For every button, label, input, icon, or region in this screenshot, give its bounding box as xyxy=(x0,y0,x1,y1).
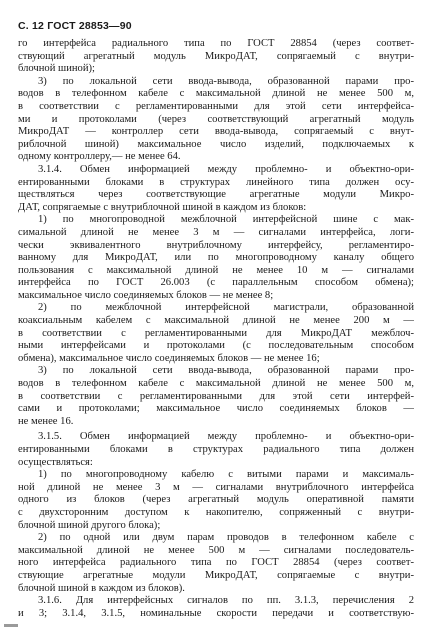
text-line: МикроДАТ — контроллер сети ввода-вывода, сопрягаемый с внут- xyxy=(18,126,414,138)
text-line: не менее 16. xyxy=(18,415,74,427)
page-header: С. 12 ГОСТ 28853—90 xyxy=(18,20,132,32)
text-line: ДАТ, сопрягаемые с внутриблочной шиной в каждом из блоков: xyxy=(18,201,307,213)
text-line: 2) по межблочной интерфейсной магистрали, образованной xyxy=(38,302,414,314)
text-line: ствующие агрегатные модули МикроДАТ, сопрягаемые с внутри- xyxy=(18,569,414,581)
text-line: 3.1.6. Для интерфейсных сигналов по пп. 3.1.3, перечисления 2 xyxy=(38,595,414,607)
text-line: ванному для МикроДАТ, или по многопроводному каналу общего xyxy=(18,252,414,264)
text-line: максимальной длиной не менее 500 м — сигналами последователь- xyxy=(18,544,414,556)
text-line: 3.1.4. Обмен информацией между проблемно- и объектно-ори- xyxy=(38,163,414,175)
text-line: одному контроллеру,— не менее 64. xyxy=(18,151,181,163)
text-line: симальной длиной не менее 3 м — сигналами интерфейса, логи- xyxy=(18,226,414,238)
scan-mark xyxy=(4,624,18,627)
text-line: максимальное число соединяемых блоков — не менее 8; xyxy=(18,289,274,301)
text-line: 3) по локальной сети ввода-вывода, образованной парами про- xyxy=(38,365,414,377)
text-line: блочной шиной); xyxy=(18,63,95,75)
text-line: и 3; 3.1.4, 3.1.5, номинальные скорости передачи и соответствую- xyxy=(18,607,414,619)
text-line: с двухсторонним доступом к накопителю, сопряженный с внутри- xyxy=(18,506,414,518)
text-line: пользования с максимальной длиной не менее 10 м — сигналами xyxy=(18,264,414,276)
text-line: обмена), максимальное число соединяемых блоков — не менее 16; xyxy=(18,352,320,364)
body-text xyxy=(18,38,414,620)
text-line: ными интерфейсами и протоколами (с последовательным способом xyxy=(18,340,414,352)
text-line: ного интерфейса радиального типа по ГОСТ 28854 (через соответ- xyxy=(18,557,414,569)
text-line: одного из блоков (через агрегатный модуль оперативной памяти xyxy=(18,494,414,506)
text-line: ентированными блоками в структурах линейного типа должен осу- xyxy=(18,176,414,188)
text-line: ществляться через соответствующие агрегатные модули Микро- xyxy=(18,189,414,201)
text-line: интерфейса по ГОСТ 26.003 (с параллельным способом обмена); xyxy=(18,277,414,289)
text-line: блочной шиной другого блока); xyxy=(18,519,161,531)
text-line: водов в телефонном кабеле с максимальной длиной не менее 500 м, xyxy=(18,88,414,100)
text-line: ентированными блоками в структурах радиального типа должен xyxy=(18,444,414,455)
text-line: сами и протоколами; максимальное число соединяемых блоков — xyxy=(18,403,414,415)
text-line: ствующий агрегатный модуль МикроДАТ, сопрягаемый с внутри- xyxy=(18,50,414,62)
text-line: коаксиальным кабелем с максимальной длиной не менее 200 м — xyxy=(18,315,414,327)
text-line: риблочной шиной) максимальное число изделий, подключаемых к xyxy=(18,138,414,150)
text-line: осуществляться: xyxy=(18,456,93,468)
text-line: 3.1.5. Обмен информацией между проблемно- и объектно-ори- xyxy=(38,431,414,443)
text-line: в соответствии с регламентированными для этой сети интерфей- xyxy=(18,390,414,402)
text-line: водов в телефонном кабеле с максимальной длиной не менее 500 м, xyxy=(18,378,414,390)
text-line: 3) по локальной сети ввода-вывода, образованной парами про- xyxy=(38,75,414,87)
text-line: го интерфейса радиального типа по ГОСТ 28854 (через соответ- xyxy=(18,38,414,49)
text-line: ной длиной не менее 3 м — сигналами внутриблочного интерфейса xyxy=(18,481,414,493)
text-line: 1) по многопроводной межблочной интерфейсной шине с мак- xyxy=(38,214,414,226)
text-line: в соответствии с регламентированными для этой сети интерфейса- xyxy=(18,100,414,112)
text-line: блочной шиной в каждом из блоков). xyxy=(18,582,185,594)
text-line: чески эквивалентного внутриблочному интерфейсу, регламентиро- xyxy=(18,239,414,251)
text-line: в соответствии с регламентированными для МикроДАТ межблоч- xyxy=(18,327,414,339)
text-line: ми и протоколами (через соответствующий агрегатный модуль xyxy=(18,113,414,125)
text-line: 2) по одной или двум парам проводов в телефонном кабеле с xyxy=(38,532,414,544)
text-line: 1) по многопроводному кабелю с витыми парами и максималь- xyxy=(38,469,414,481)
